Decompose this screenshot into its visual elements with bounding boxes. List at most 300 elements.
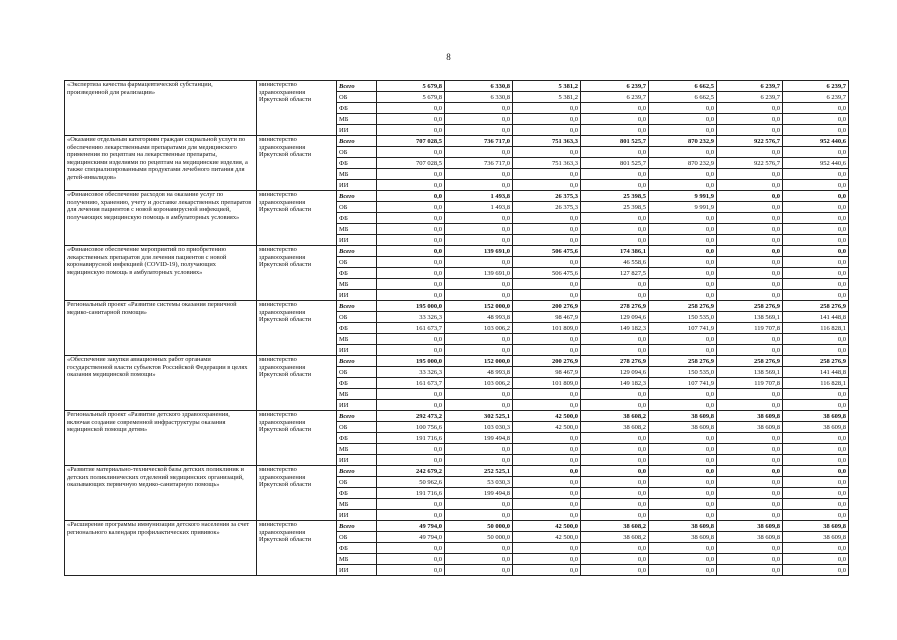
amount-cell: 0,0 bbox=[581, 235, 649, 246]
amount-cell: 200 276,9 bbox=[513, 301, 581, 312]
measure-name: Региональный проект «Развитие системы оказания первичной медико-санитарной помощи» bbox=[65, 301, 257, 356]
funding-source: ФБ bbox=[337, 268, 377, 279]
funding-source: ОБ bbox=[337, 257, 377, 268]
amount-cell: 0,0 bbox=[377, 268, 445, 279]
amount-cell: 0,0 bbox=[581, 224, 649, 235]
measure-name: «Развитие материально-технической базы детских поликлиник и детских поликлинических отделений медицинских организаций, оказывающих первичную медико-санитарную помощь» bbox=[65, 466, 257, 521]
table-row bbox=[65, 81, 849, 92]
amount-cell: 0,0 bbox=[445, 224, 513, 235]
funding-source: ОБ bbox=[337, 477, 377, 488]
amount-cell: 0,0 bbox=[581, 213, 649, 224]
amount-cell: 152 000,0 bbox=[445, 356, 513, 367]
amount-cell: 0,0 bbox=[513, 147, 581, 158]
amount-cell: 0,0 bbox=[717, 169, 783, 180]
amount-cell: 0,0 bbox=[377, 400, 445, 411]
amount-cell: 150 535,0 bbox=[649, 367, 717, 378]
amount-cell: 0,0 bbox=[783, 565, 849, 576]
amount-cell: 0,0 bbox=[783, 180, 849, 191]
amount-cell: 0,0 bbox=[717, 444, 783, 455]
amount-cell: 506 475,6 bbox=[513, 268, 581, 279]
amount-cell: 258 276,9 bbox=[717, 301, 783, 312]
amount-cell: 0,0 bbox=[783, 488, 849, 499]
amount-cell: 0,0 bbox=[717, 499, 783, 510]
amount-cell: 98 467,9 bbox=[513, 312, 581, 323]
amount-cell: 116 828,1 bbox=[783, 378, 849, 389]
amount-cell: 0,0 bbox=[513, 345, 581, 356]
funding-source: ОБ bbox=[337, 532, 377, 543]
amount-cell: 0,0 bbox=[783, 466, 849, 477]
amount-cell: 0,0 bbox=[581, 334, 649, 345]
funding-source: ИИ bbox=[337, 510, 377, 521]
amount-cell: 0,0 bbox=[717, 543, 783, 554]
funding-source: Всего bbox=[337, 191, 377, 202]
funding-source: ОБ bbox=[337, 312, 377, 323]
amount-cell: 0,0 bbox=[581, 565, 649, 576]
funding-source: ИИ bbox=[337, 180, 377, 191]
amount-cell: 42 500,0 bbox=[513, 422, 581, 433]
funding-source: ФБ bbox=[337, 213, 377, 224]
amount-cell: 0,0 bbox=[377, 180, 445, 191]
amount-cell: 0,0 bbox=[717, 455, 783, 466]
funding-source: ФБ bbox=[337, 543, 377, 554]
amount-cell: 0,0 bbox=[377, 334, 445, 345]
amount-cell: 0,0 bbox=[445, 400, 513, 411]
amount-cell: 6 330,8 bbox=[445, 92, 513, 103]
amount-cell: 0,0 bbox=[649, 103, 717, 114]
funding-source: МБ bbox=[337, 114, 377, 125]
amount-cell: 0,0 bbox=[445, 389, 513, 400]
amount-cell: 0,0 bbox=[783, 389, 849, 400]
amount-cell: 870 232,9 bbox=[649, 158, 717, 169]
amount-cell: 0,0 bbox=[445, 103, 513, 114]
amount-cell: 0,0 bbox=[783, 554, 849, 565]
funding-source: Всего bbox=[337, 246, 377, 257]
amount-cell: 952 440,6 bbox=[783, 136, 849, 147]
amount-cell: 0,0 bbox=[649, 466, 717, 477]
funding-source: МБ bbox=[337, 499, 377, 510]
amount-cell: 26 375,3 bbox=[513, 191, 581, 202]
amount-cell: 0,0 bbox=[717, 191, 783, 202]
amount-cell: 0,0 bbox=[649, 147, 717, 158]
amount-cell: 9 991,9 bbox=[649, 191, 717, 202]
amount-cell: 0,0 bbox=[581, 466, 649, 477]
amount-cell: 48 993,8 bbox=[445, 312, 513, 323]
amount-cell: 50 962,6 bbox=[377, 477, 445, 488]
amount-cell: 0,0 bbox=[513, 477, 581, 488]
amount-cell: 0,0 bbox=[445, 510, 513, 521]
amount-cell: 103 006,2 bbox=[445, 323, 513, 334]
amount-cell: 0,0 bbox=[377, 389, 445, 400]
amount-cell: 0,0 bbox=[649, 180, 717, 191]
amount-cell: 0,0 bbox=[581, 499, 649, 510]
table-row bbox=[65, 191, 849, 202]
amount-cell: 49 794,0 bbox=[377, 521, 445, 532]
amount-cell: 0,0 bbox=[717, 202, 783, 213]
amount-cell: 242 679,2 bbox=[377, 466, 445, 477]
amount-cell: 0,0 bbox=[445, 114, 513, 125]
amount-cell: 0,0 bbox=[649, 290, 717, 301]
funding-source: ИИ bbox=[337, 565, 377, 576]
amount-cell: 0,0 bbox=[783, 202, 849, 213]
funding-source: Всего bbox=[337, 356, 377, 367]
amount-cell: 0,0 bbox=[377, 345, 445, 356]
amount-cell: 38 609,8 bbox=[717, 411, 783, 422]
funding-source: МБ bbox=[337, 334, 377, 345]
amount-cell: 6 239,7 bbox=[717, 81, 783, 92]
amount-cell: 0,0 bbox=[581, 543, 649, 554]
amount-cell: 736 717,0 bbox=[445, 136, 513, 147]
amount-cell: 26 375,3 bbox=[513, 202, 581, 213]
amount-cell: 53 030,3 bbox=[445, 477, 513, 488]
amount-cell: 0,0 bbox=[445, 565, 513, 576]
amount-cell: 0,0 bbox=[649, 125, 717, 136]
funding-source: МБ bbox=[337, 224, 377, 235]
amount-cell: 138 569,1 bbox=[717, 312, 783, 323]
measure-name: «Обеспечение закупки авиационных работ органами государственной власти субъектов Российской Федерации в целях оказания медицинской помощи» bbox=[65, 356, 257, 411]
amount-cell: 0,0 bbox=[783, 235, 849, 246]
amount-cell: 0,0 bbox=[649, 268, 717, 279]
funding-source: ИИ bbox=[337, 235, 377, 246]
amount-cell: 0,0 bbox=[581, 477, 649, 488]
funding-source: ИИ bbox=[337, 290, 377, 301]
amount-cell: 5 381,2 bbox=[513, 81, 581, 92]
amount-cell: 0,0 bbox=[445, 290, 513, 301]
amount-cell: 129 094,6 bbox=[581, 367, 649, 378]
amount-cell: 0,0 bbox=[445, 213, 513, 224]
amount-cell: 5 679,8 bbox=[377, 81, 445, 92]
funding-source: ИИ bbox=[337, 345, 377, 356]
amount-cell: 0,0 bbox=[783, 345, 849, 356]
amount-cell: 0,0 bbox=[377, 444, 445, 455]
amount-cell: 49 794,0 bbox=[377, 532, 445, 543]
amount-cell: 0,0 bbox=[717, 400, 783, 411]
table-row bbox=[65, 246, 849, 257]
amount-cell: 138 569,1 bbox=[717, 367, 783, 378]
amount-cell: 0,0 bbox=[513, 565, 581, 576]
amount-cell: 0,0 bbox=[649, 477, 717, 488]
amount-cell: 46 558,6 bbox=[581, 257, 649, 268]
amount-cell: 98 467,9 bbox=[513, 367, 581, 378]
amount-cell: 0,0 bbox=[377, 169, 445, 180]
amount-cell: 107 741,9 bbox=[649, 378, 717, 389]
amount-cell: 0,0 bbox=[513, 180, 581, 191]
amount-cell: 0,0 bbox=[445, 125, 513, 136]
funding-source: ОБ bbox=[337, 422, 377, 433]
amount-cell: 258 276,9 bbox=[783, 356, 849, 367]
executor-name: министерство здравоохранения Иркутской области bbox=[257, 356, 337, 411]
amount-cell: 191 716,6 bbox=[377, 433, 445, 444]
funding-source: Всего bbox=[337, 411, 377, 422]
amount-cell: 0,0 bbox=[581, 488, 649, 499]
amount-cell: 0,0 bbox=[783, 213, 849, 224]
amount-cell: 119 707,8 bbox=[717, 323, 783, 334]
amount-cell: 6 239,7 bbox=[581, 81, 649, 92]
funding-source: ФБ bbox=[337, 323, 377, 334]
measure-name: «Экспертиза качества фармацевтической субстанции, произведенной для реализации» bbox=[65, 81, 257, 136]
amount-cell: 0,0 bbox=[513, 279, 581, 290]
amount-cell: 0,0 bbox=[377, 125, 445, 136]
amount-cell: 50 000,0 bbox=[445, 532, 513, 543]
amount-cell: 0,0 bbox=[513, 444, 581, 455]
amount-cell: 258 276,9 bbox=[783, 301, 849, 312]
amount-cell: 0,0 bbox=[783, 268, 849, 279]
amount-cell: 0,0 bbox=[717, 565, 783, 576]
amount-cell: 0,0 bbox=[649, 169, 717, 180]
amount-cell: 6 239,7 bbox=[717, 92, 783, 103]
amount-cell: 150 535,0 bbox=[649, 312, 717, 323]
amount-cell: 0,0 bbox=[649, 488, 717, 499]
amount-cell: 200 276,9 bbox=[513, 356, 581, 367]
amount-cell: 751 363,3 bbox=[513, 158, 581, 169]
amount-cell: 100 756,6 bbox=[377, 422, 445, 433]
amount-cell: 0,0 bbox=[783, 279, 849, 290]
amount-cell: 33 326,3 bbox=[377, 312, 445, 323]
amount-cell: 25 398,5 bbox=[581, 202, 649, 213]
amount-cell: 141 448,8 bbox=[783, 367, 849, 378]
amount-cell: 0,0 bbox=[581, 433, 649, 444]
amount-cell: 127 827,5 bbox=[581, 268, 649, 279]
amount-cell: 6 239,7 bbox=[783, 92, 849, 103]
table-row bbox=[65, 466, 849, 477]
amount-cell: 38 608,2 bbox=[581, 521, 649, 532]
funding-source: ИИ bbox=[337, 455, 377, 466]
table-row bbox=[65, 301, 849, 312]
amount-cell: 0,0 bbox=[513, 488, 581, 499]
amount-cell: 161 673,7 bbox=[377, 323, 445, 334]
amount-cell: 0,0 bbox=[513, 224, 581, 235]
amount-cell: 0,0 bbox=[783, 433, 849, 444]
amount-cell: 42 500,0 bbox=[513, 411, 581, 422]
funding-source: ИИ bbox=[337, 125, 377, 136]
amount-cell: 0,0 bbox=[783, 400, 849, 411]
amount-cell: 0,0 bbox=[513, 257, 581, 268]
amount-cell: 278 276,9 bbox=[581, 301, 649, 312]
amount-cell: 0,0 bbox=[377, 213, 445, 224]
amount-cell: 0,0 bbox=[377, 554, 445, 565]
amount-cell: 0,0 bbox=[783, 543, 849, 554]
amount-cell: 0,0 bbox=[513, 543, 581, 554]
amount-cell: 0,0 bbox=[445, 180, 513, 191]
budget-table bbox=[64, 80, 849, 576]
funding-source: ФБ bbox=[337, 433, 377, 444]
amount-cell: 152 000,0 bbox=[445, 301, 513, 312]
amount-cell: 38 609,8 bbox=[783, 532, 849, 543]
funding-source: МБ bbox=[337, 169, 377, 180]
amount-cell: 107 741,9 bbox=[649, 323, 717, 334]
amount-cell: 1 493,8 bbox=[445, 202, 513, 213]
amount-cell: 0,0 bbox=[717, 180, 783, 191]
amount-cell: 0,0 bbox=[783, 334, 849, 345]
executor-name: министерство здравоохранения Иркутской области bbox=[257, 521, 337, 576]
funding-source: МБ bbox=[337, 389, 377, 400]
amount-cell: 38 609,8 bbox=[783, 411, 849, 422]
amount-cell: 0,0 bbox=[717, 125, 783, 136]
amount-cell: 0,0 bbox=[513, 213, 581, 224]
amount-cell: 6 239,7 bbox=[581, 92, 649, 103]
amount-cell: 199 494,8 bbox=[445, 433, 513, 444]
amount-cell: 42 500,0 bbox=[513, 532, 581, 543]
amount-cell: 0,0 bbox=[377, 224, 445, 235]
amount-cell: 0,0 bbox=[783, 114, 849, 125]
amount-cell: 292 473,2 bbox=[377, 411, 445, 422]
amount-cell: 801 525,7 bbox=[581, 158, 649, 169]
measure-name: «Расширение программы иммунизации детского населения за счет регионального календаря профилактических прививок» bbox=[65, 521, 257, 576]
amount-cell: 0,0 bbox=[581, 180, 649, 191]
amount-cell: 0,0 bbox=[649, 565, 717, 576]
amount-cell: 0,0 bbox=[783, 147, 849, 158]
amount-cell: 0,0 bbox=[717, 433, 783, 444]
amount-cell: 0,0 bbox=[783, 290, 849, 301]
amount-cell: 0,0 bbox=[649, 455, 717, 466]
amount-cell: 0,0 bbox=[377, 455, 445, 466]
amount-cell: 0,0 bbox=[377, 202, 445, 213]
amount-cell: 0,0 bbox=[717, 103, 783, 114]
amount-cell: 116 828,1 bbox=[783, 323, 849, 334]
amount-cell: 0,0 bbox=[649, 433, 717, 444]
measure-name: «Оказание отдельным категориям граждан социальной услуги по обеспечению лекарственными препаратами для медицинского применения по рецептам на лекарственные препараты, медицинскими изделиями по рецептам на медицинские изделия, а также специализированными продуктами лечебного питания для детей-инвалидов» bbox=[65, 136, 257, 191]
amount-cell: 0,0 bbox=[377, 191, 445, 202]
amount-cell: 5 381,2 bbox=[513, 92, 581, 103]
executor-name: министерство здравоохранения Иркутской области bbox=[257, 411, 337, 466]
amount-cell: 0,0 bbox=[377, 147, 445, 158]
amount-cell: 0,0 bbox=[513, 433, 581, 444]
amount-cell: 0,0 bbox=[377, 257, 445, 268]
amount-cell: 258 276,9 bbox=[649, 356, 717, 367]
amount-cell: 0,0 bbox=[377, 114, 445, 125]
amount-cell: 278 276,9 bbox=[581, 356, 649, 367]
funding-source: Всего bbox=[337, 136, 377, 147]
executor-name: министерство здравоохранения Иркутской области bbox=[257, 191, 337, 246]
amount-cell: 139 691,0 bbox=[445, 246, 513, 257]
amount-cell: 0,0 bbox=[649, 213, 717, 224]
amount-cell: 0,0 bbox=[445, 257, 513, 268]
amount-cell: 0,0 bbox=[513, 510, 581, 521]
amount-cell: 258 276,9 bbox=[649, 301, 717, 312]
amount-cell: 0,0 bbox=[783, 224, 849, 235]
amount-cell: 0,0 bbox=[581, 400, 649, 411]
amount-cell: 0,0 bbox=[445, 455, 513, 466]
amount-cell: 0,0 bbox=[581, 290, 649, 301]
amount-cell: 0,0 bbox=[649, 246, 717, 257]
funding-source: МБ bbox=[337, 554, 377, 565]
amount-cell: 195 000,0 bbox=[377, 301, 445, 312]
amount-cell: 0,0 bbox=[783, 455, 849, 466]
amount-cell: 0,0 bbox=[513, 169, 581, 180]
amount-cell: 0,0 bbox=[445, 499, 513, 510]
executor-name: министерство здравоохранения Иркутской области bbox=[257, 466, 337, 521]
amount-cell: 38 609,8 bbox=[717, 532, 783, 543]
amount-cell: 0,0 bbox=[717, 268, 783, 279]
amount-cell: 5 679,8 bbox=[377, 92, 445, 103]
amount-cell: 0,0 bbox=[581, 455, 649, 466]
amount-cell: 48 993,8 bbox=[445, 367, 513, 378]
amount-cell: 0,0 bbox=[581, 279, 649, 290]
amount-cell: 0,0 bbox=[783, 125, 849, 136]
amount-cell: 0,0 bbox=[649, 345, 717, 356]
funding-source: Всего bbox=[337, 466, 377, 477]
executor-name: министерство здравоохранения Иркутской области bbox=[257, 136, 337, 191]
amount-cell: 0,0 bbox=[513, 103, 581, 114]
amount-cell: 0,0 bbox=[513, 114, 581, 125]
amount-cell: 302 525,1 bbox=[445, 411, 513, 422]
amount-cell: 0,0 bbox=[649, 554, 717, 565]
amount-cell: 0,0 bbox=[445, 554, 513, 565]
amount-cell: 0,0 bbox=[649, 499, 717, 510]
amount-cell: 0,0 bbox=[581, 147, 649, 158]
amount-cell: 161 673,7 bbox=[377, 378, 445, 389]
amount-cell: 0,0 bbox=[783, 169, 849, 180]
funding-source: Всего bbox=[337, 81, 377, 92]
amount-cell: 0,0 bbox=[783, 510, 849, 521]
funding-source: МБ bbox=[337, 279, 377, 290]
amount-cell: 801 525,7 bbox=[581, 136, 649, 147]
table-row bbox=[65, 411, 849, 422]
amount-cell: 195 000,0 bbox=[377, 356, 445, 367]
amount-cell: 952 440,6 bbox=[783, 158, 849, 169]
amount-cell: 0,0 bbox=[783, 246, 849, 257]
amount-cell: 174 386,1 bbox=[581, 246, 649, 257]
amount-cell: 0,0 bbox=[377, 499, 445, 510]
funding-source: МБ bbox=[337, 444, 377, 455]
executor-name: министерство здравоохранения Иркутской области bbox=[257, 301, 337, 356]
funding-source: ОБ bbox=[337, 202, 377, 213]
amount-cell: 191 716,6 bbox=[377, 488, 445, 499]
amount-cell: 0,0 bbox=[649, 235, 717, 246]
amount-cell: 0,0 bbox=[513, 235, 581, 246]
amount-cell: 139 691,0 bbox=[445, 268, 513, 279]
funding-source: ОБ bbox=[337, 147, 377, 158]
amount-cell: 0,0 bbox=[581, 169, 649, 180]
executor-name: министерство здравоохранения Иркутской области bbox=[257, 246, 337, 301]
amount-cell: 0,0 bbox=[377, 246, 445, 257]
amount-cell: 38 609,8 bbox=[717, 422, 783, 433]
funding-source: ФБ bbox=[337, 488, 377, 499]
amount-cell: 506 475,6 bbox=[513, 246, 581, 257]
amount-cell: 0,0 bbox=[783, 499, 849, 510]
amount-cell: 0,0 bbox=[513, 125, 581, 136]
amount-cell: 0,0 bbox=[513, 499, 581, 510]
amount-cell: 0,0 bbox=[717, 389, 783, 400]
table-row bbox=[65, 356, 849, 367]
amount-cell: 0,0 bbox=[649, 224, 717, 235]
amount-cell: 0,0 bbox=[717, 477, 783, 488]
amount-cell: 6 662,5 bbox=[649, 81, 717, 92]
funding-source: ОБ bbox=[337, 367, 377, 378]
amount-cell: 103 030,3 bbox=[445, 422, 513, 433]
amount-cell: 0,0 bbox=[717, 279, 783, 290]
amount-cell: 38 609,8 bbox=[649, 411, 717, 422]
amount-cell: 0,0 bbox=[717, 466, 783, 477]
amount-cell: 38 609,8 bbox=[649, 422, 717, 433]
amount-cell: 0,0 bbox=[649, 543, 717, 554]
amount-cell: 0,0 bbox=[445, 279, 513, 290]
amount-cell: 6 239,7 bbox=[783, 81, 849, 92]
amount-cell: 42 500,0 bbox=[513, 521, 581, 532]
amount-cell: 9 991,9 bbox=[649, 202, 717, 213]
amount-cell: 0,0 bbox=[717, 246, 783, 257]
amount-cell: 38 609,8 bbox=[649, 521, 717, 532]
amount-cell: 0,0 bbox=[717, 510, 783, 521]
amount-cell: 149 182,3 bbox=[581, 378, 649, 389]
amount-cell: 0,0 bbox=[649, 334, 717, 345]
amount-cell: 0,0 bbox=[445, 235, 513, 246]
measure-name: Региональный проект «Развитие детского здравоохранения, включая создание современной инфраструктуры оказания медицинской помощи детям» bbox=[65, 411, 257, 466]
amount-cell: 0,0 bbox=[377, 103, 445, 114]
amount-cell: 0,0 bbox=[649, 444, 717, 455]
amount-cell: 0,0 bbox=[783, 257, 849, 268]
amount-cell: 38 608,2 bbox=[581, 422, 649, 433]
amount-cell: 0,0 bbox=[717, 147, 783, 158]
